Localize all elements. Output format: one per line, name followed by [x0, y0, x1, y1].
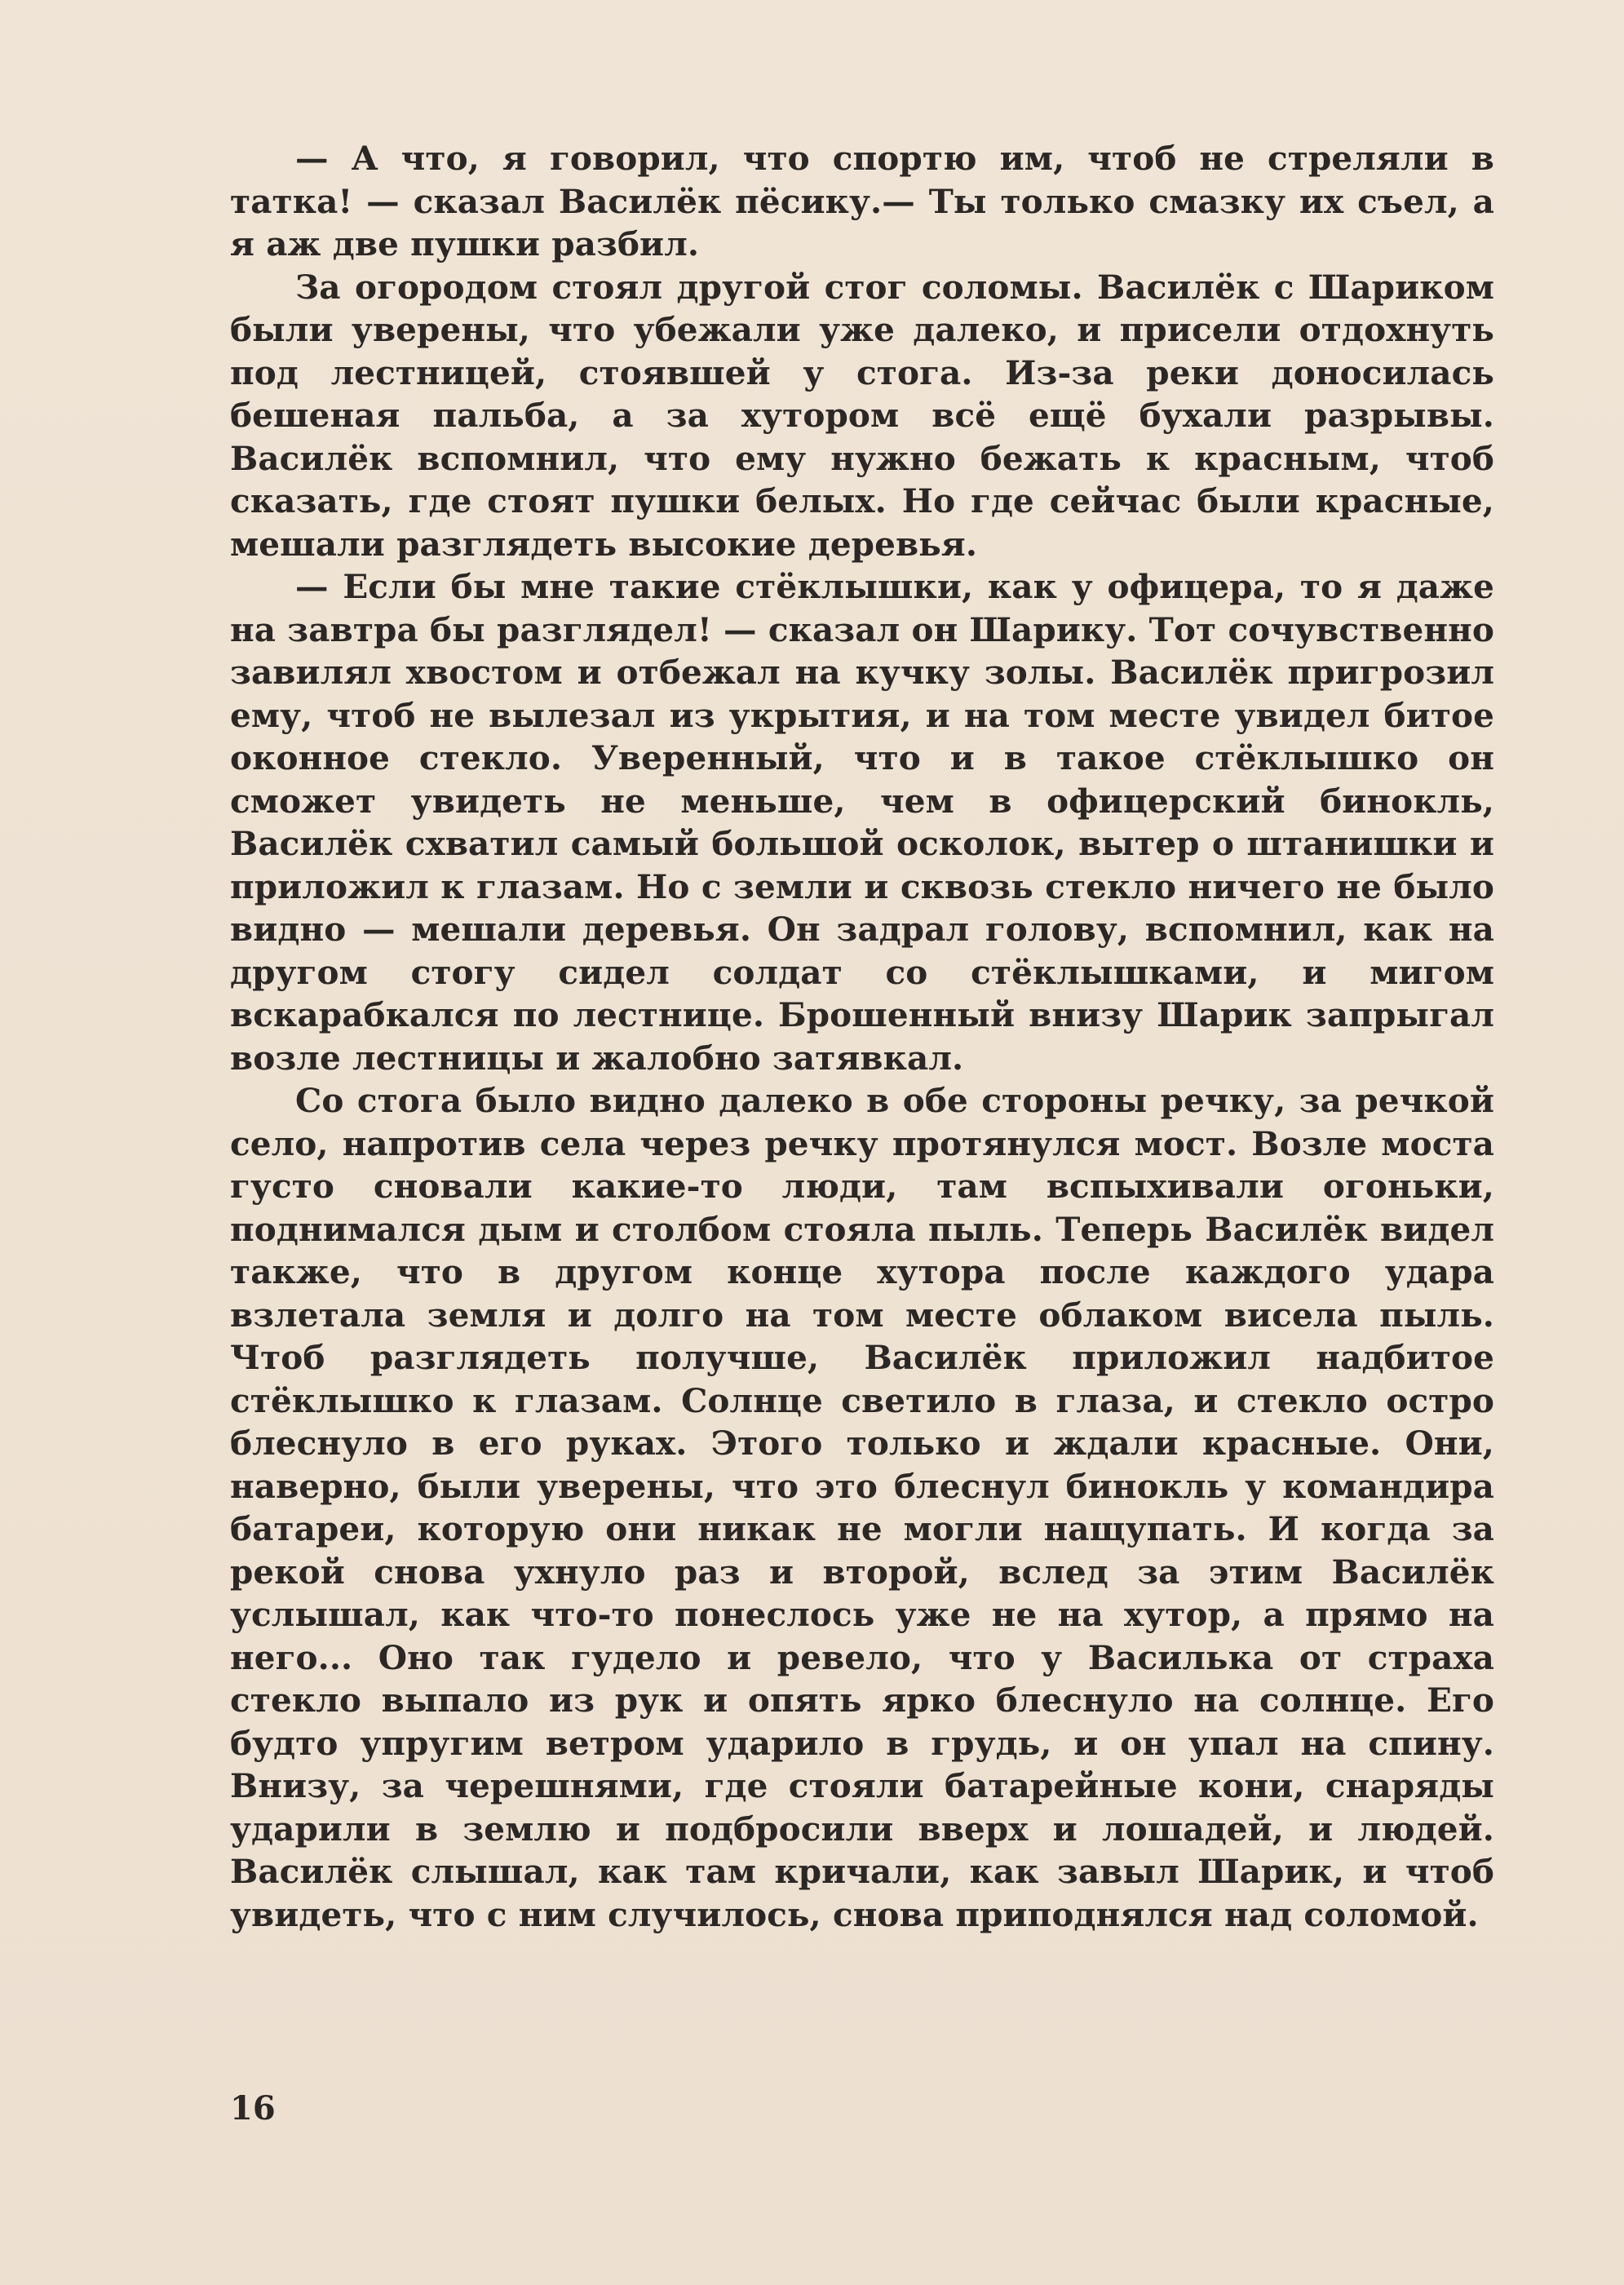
paragraph-1: — А что, я говорил, что спортю им, чтоб не стреляли в татка! — сказал Василёк пёсику.— Ты только смазку их съел, а я аж две пушки разбил.	[230, 139, 1494, 263]
paragraph-3: — Если бы мне такие стёклышки, как у офицера, то я даже на завтра бы разглядел! — сказал он Шарику. Тот сочувственно завилял хвостом и отбежал на кучку золы. Василёк пригрозил ему, чтоб не вылезал из укрытия, и на том месте увидел битое оконное стекло. Уверенный, что и в такое стёклышко он сможет увидеть не меньше, чем в офицерский бинокль, Василёк схватил самый большой осколок, вытер о штанишки и приложил к глазам. Но с земли и сквозь стекло ничего не было видно — мешали деревья. Он задрал голову, вспомнил, как на другом стогу сидел солдат со стёклышками, и мигом вскарабкался по лестнице. Брошенный внизу Шарик запрыгал возле лестницы и жалобно затявкал.	[230, 567, 1494, 1078]
body-text	[230, 137, 1494, 1936]
paragraph-4: Со стога было видно далеко в обе стороны речку, за речкой село, напротив села через речку протянулся мост. Возле моста густо сновали какие-то люди, там вспыхивали огоньки, поднимался дым и столбом стояла пыль. Теперь Василёк видел также, что в другом конце хутора после каждого удара взлетала земля и долго на том месте облаком висела пыль. Чтоб разглядеть получше, Василёк приложил надбитое стёклышко к глазам. Солнце светило в глаза, и стекло остро блеснуло в его руках. Этого только и ждали красные. Они, наверно, были уверены, что это блеснул бинокль у командира батареи, которую они никак не могли нащупать. И когда за рекой снова ухнуло раз и второй, вслед за этим Василёк услышал, как что-то понеслось уже не на хутор, а прямо на него... Оно так гудело и ревело, что у Василька от страха стекло выпало из рук и опять ярко блеснуло на солнце. Его будто упругим ветром ударило в грудь, и он упал на спину. Внизу, за черешнями, где стояли батарейные кони, снаряды ударили в землю и подбросили вверх и лошадей, и людей. Василёк слышал, как там кричали, как завыл Шарик, и чтоб увидеть, что с ним случилось, снова приподнялся над соломой.	[230, 1081, 1494, 1934]
paragraph-2: За огородом стоял другой стог соломы. Василёк с Шариком были уверены, что убежали уже далеко, и присели отдохнуть под лестницей, стоявшей у стога. Из-за реки доносилась бешеная пальба, а за хутором всё ещё бухали разрывы. Василёк вспомнил, что ему нужно бежать к красным, чтоб сказать, где стоят пушки белых. Но где сейчас были красные, мешали разглядеть высокие деревья.	[230, 267, 1494, 564]
page-number: 16	[230, 2089, 276, 2128]
